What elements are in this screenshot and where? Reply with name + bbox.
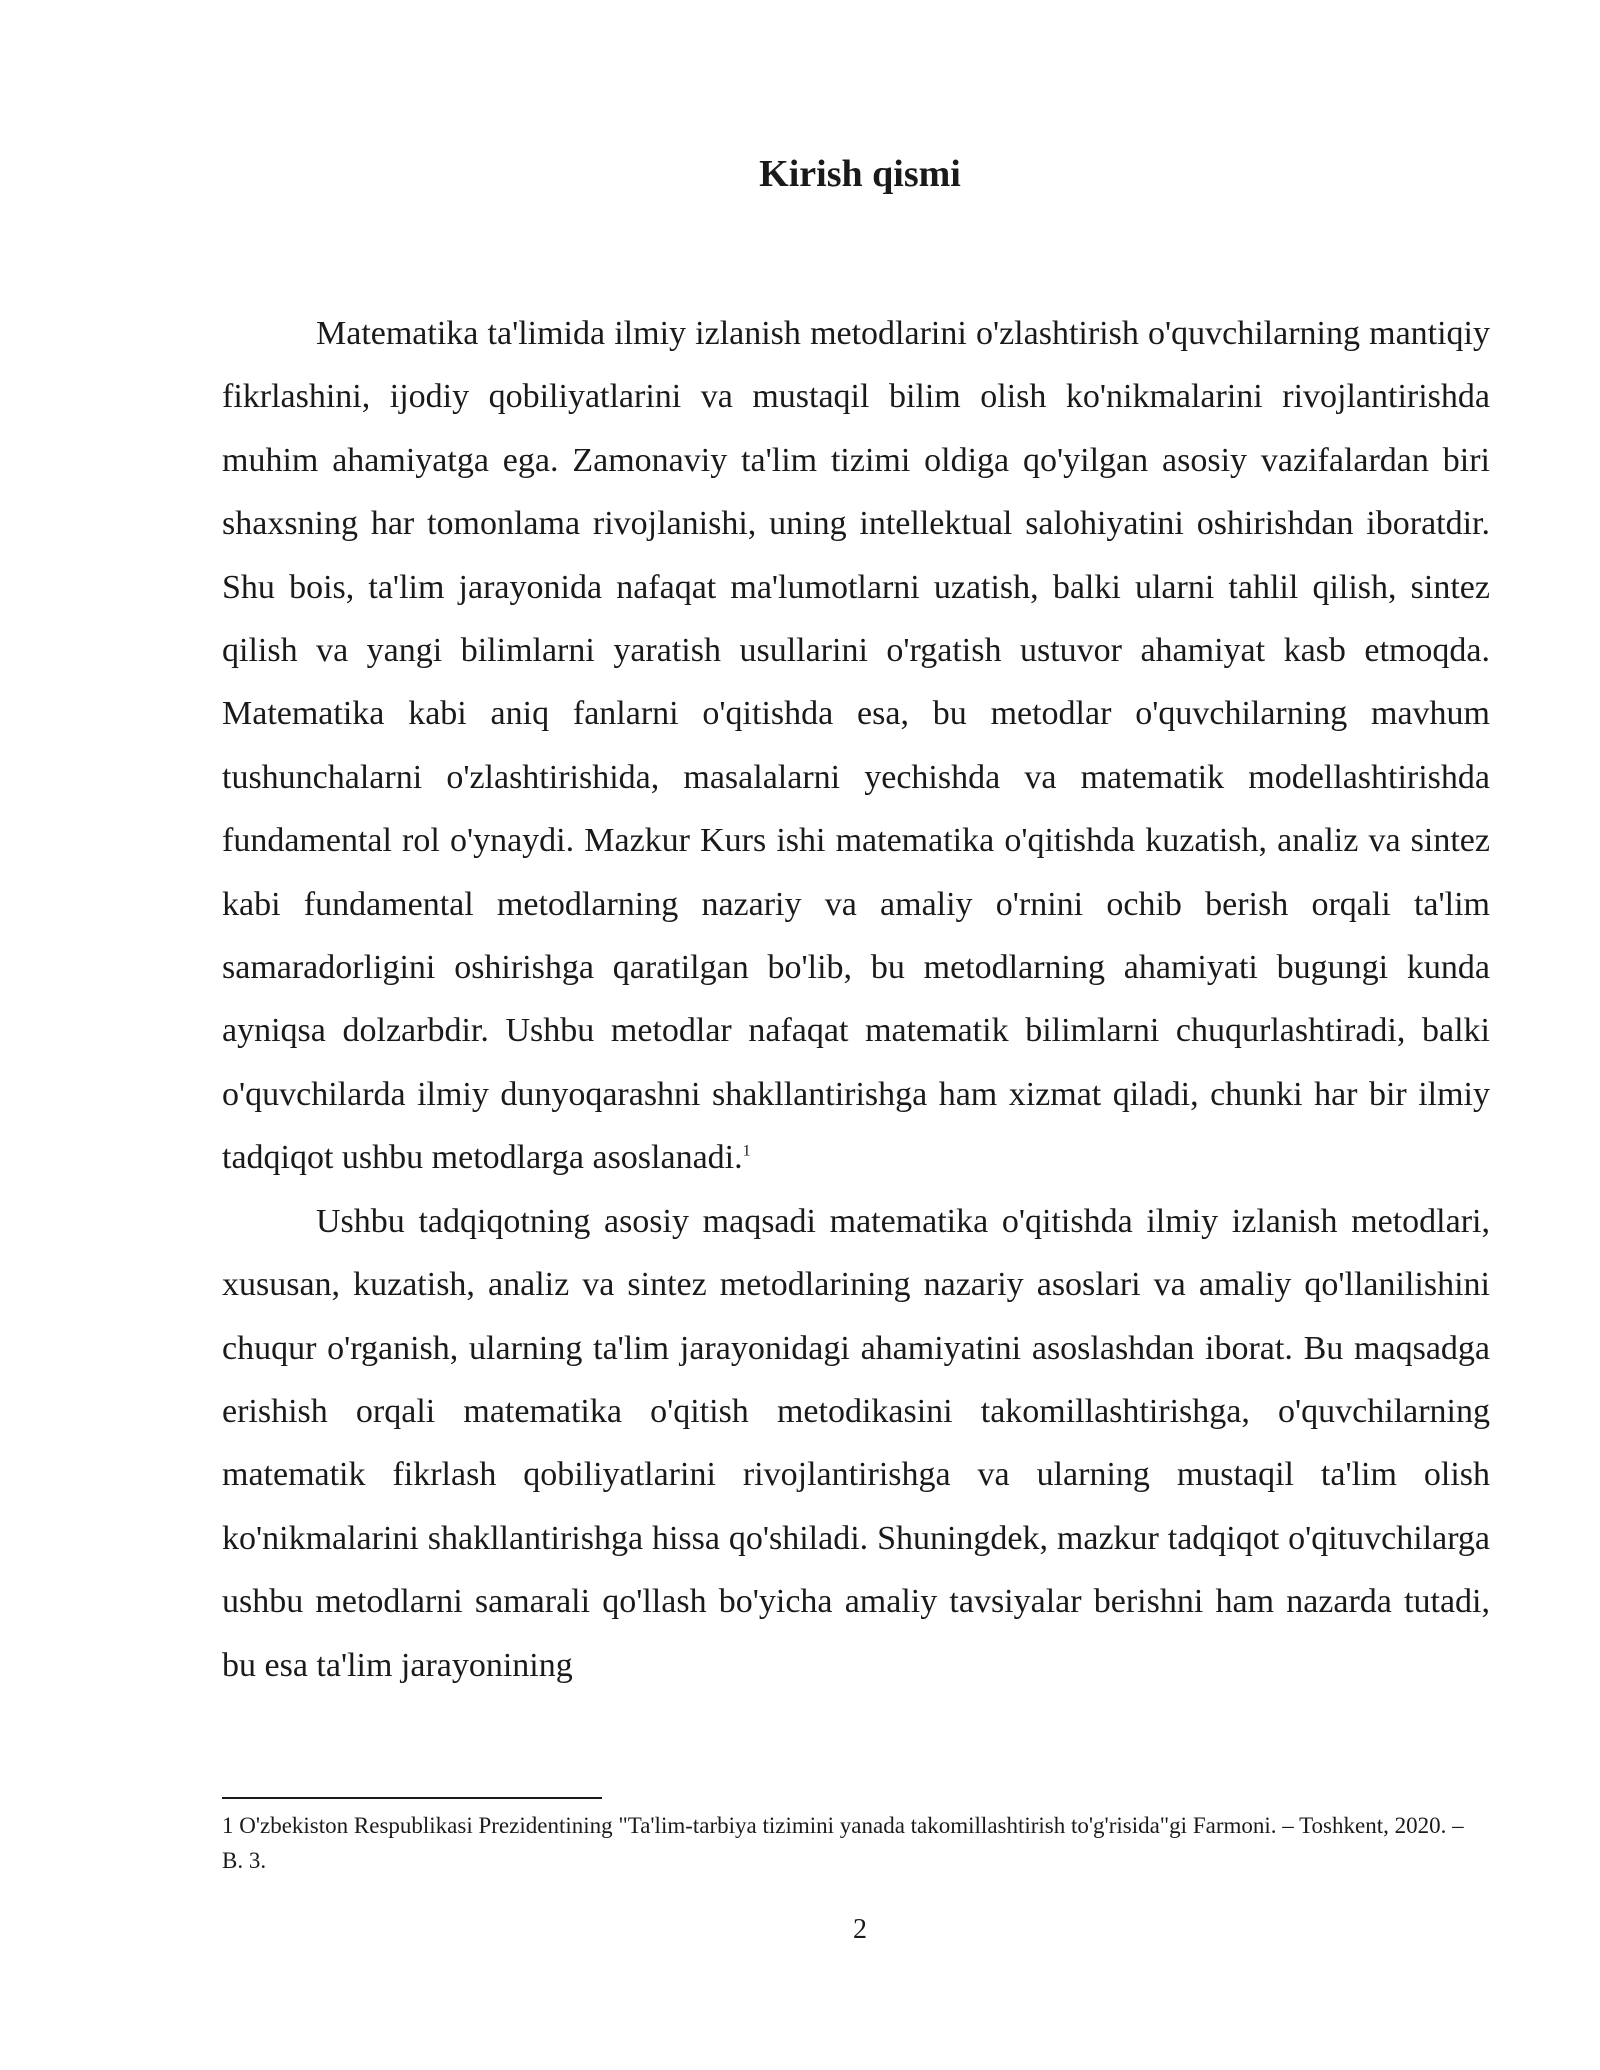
footnote-separator: [222, 1797, 602, 1799]
footnote: [222, 1808, 1490, 1878]
footnote-reference: 1: [742, 1142, 751, 1160]
paragraph-2: [222, 1190, 1490, 1697]
paragraph-2-text: Ushbu tadqiqotning asosiy maqsadi matematika o'qitishda ilmiy izlanish metodlari, xususan, kuzatish, analiz va sintez metodlarining nazariy asoslari va amaliy qo'llanilishini chuqur o'rganish, ularning ta'lim jarayonidagi ahamiyatini asoslashdan iborat. Bu maqsadga erishish orqali matematika o'qitish metodikasini takomillashtirishga, o'quvchilarning matematik fikrlash qobiliyatlarini rivojlantirishga va ularning mustaqil ta'lim olish ko'nikmalarini shakllantirishga hissa qo'shiladi. Shuningdek, mazkur tadqiqot o'qituvchilarga ushbu metodlarni samarali qo'llash bo'yicha amaliy tavsiyalar berishni ham nazarda tutadi, bu esa ta'lim jarayonining: [222, 1202, 1490, 1684]
page-number: 2: [853, 1914, 867, 1945]
footnote-text: O'zbekiston Respublikasi Prezidentining "Ta'lim-tarbiya tizimini yanada takomillashtirish to'g'risida"gi Farmoni. – Toshkent, 2020. – B. 3.: [222, 1813, 1464, 1873]
footnote-number: 1: [222, 1813, 234, 1838]
paragraph-1-text: Matematika ta'limida ilmiy izlanish metodlarini o'zlashtirish o'quvchilarning mantiqiy fikrlashini, ijodiy qobiliyatlarini va mustaqil bilim olish ko'nikmalarini rivojlantirishda muhim ahamiyatga ega. Zamonaviy ta'lim tizimi oldiga qo'yilgan asosiy vazifalardan biri shaxsning har tomonlama rivojlanishi, uning intellektual salohiyatini oshirishdan iboratdir. Shu bois, ta'lim jarayonida nafaqat ma'lumotlarni uzatish, balki ularni tahlil qilish, sintez qilish va yangi bilimlarni yaratish usullarini o'rgatish ustuvor ahamiyat kasb etmoqda. Matematika kabi aniq fanlarni o'qitishda esa, bu metodlar o'quvchilarning mavhum tushunchalarni o'zlashtirishida, masalalarni yechishda va matematik modellashtirishda fundamental rol o'ynaydi. Mazkur Kurs ishi matematika o'qitishda kuzatish, analiz va sintez kabi fundamental metodlarning nazariy va amaliy o'rnini ochib berish orqali ta'lim samaradorligini oshirishga qaratilgan bo'lib, bu metodlarning ahamiyati bugungi kunda ayniqsa dolzarbdir. Ushbu metodlar nafaqat matematik bilimlarni chuqurlashtiradi, balki o'quvchilarda ilmiy dunyoqarashni shakllantirishga ham xizmat qiladi, chunki har bir ilmiy tadqiqot ushbu metodlarga asoslanadi.: [222, 315, 1490, 1177]
page-title: Kirish qismi: [759, 153, 961, 195]
body-text: [222, 302, 1490, 1697]
paragraph-1: [222, 302, 1490, 1190]
